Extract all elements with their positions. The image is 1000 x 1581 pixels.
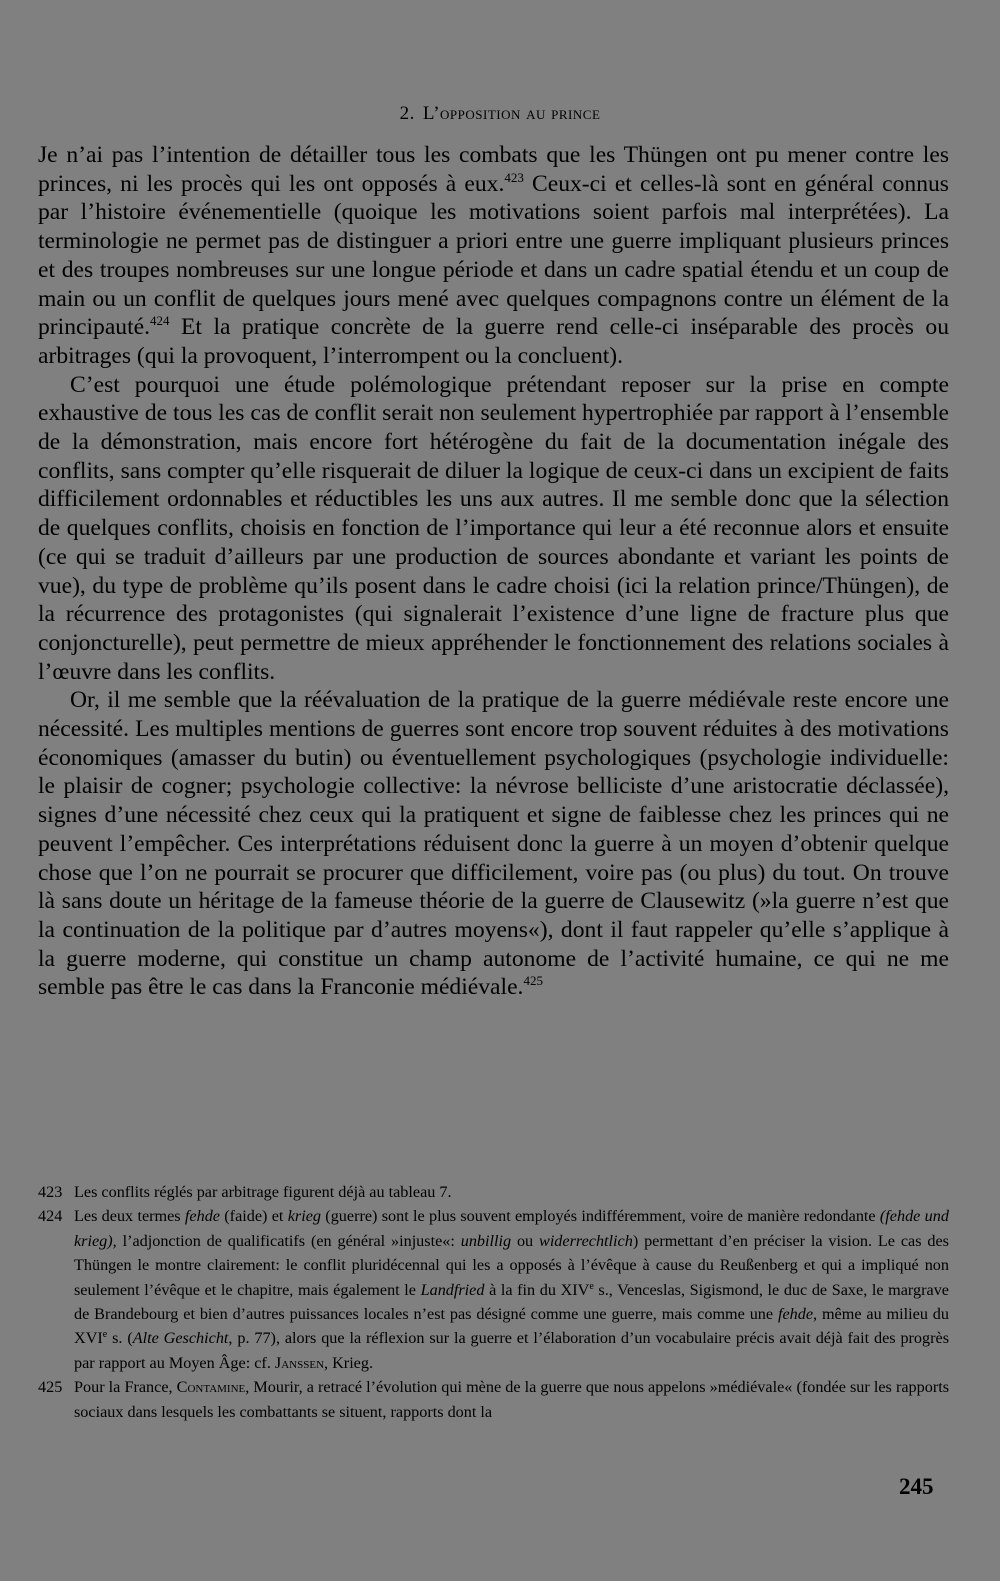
footnote-text: , Mourir, a retracé l’évolution qui mène de la guerre que nous appelons »médiévale« (fondée sur les rapports sociaux dans lesquels les combattants se situent, rapports dont la <box>74 1378 950 1421</box>
footnote-text: , Krieg. <box>324 1353 374 1372</box>
footnote-425 <box>38 1375 949 1424</box>
footnote-text: à la fin du XIV <box>484 1280 590 1299</box>
term-krieg: krieg <box>287 1207 321 1226</box>
paragraph-2 <box>38 371 949 687</box>
author-name: Janssen <box>274 1353 325 1372</box>
footnote-number: 425 <box>38 1378 63 1397</box>
term-landfried: Landfried <box>420 1280 485 1299</box>
paragraph-text: Je n’ai pas l’intention de détailler tous les combats que les Thüngen ont pu mener contre les princes, ni les procès qui les ont opposés à eux. <box>38 142 949 197</box>
footnote-text: l’adjonction de qualificatifs (en général »injuste«: <box>116 1231 461 1250</box>
main-text <box>38 141 949 1002</box>
footnote-text: (guerre) sont le plus souvent employés indifféremment, voire de manière redondante <box>321 1207 880 1226</box>
term-fehde: fehde <box>184 1207 220 1226</box>
century-superscript: e <box>102 1329 108 1341</box>
citation-title: Alte Geschicht <box>132 1329 229 1348</box>
paragraph-1 <box>38 141 949 371</box>
footnote-text: ou <box>511 1231 540 1250</box>
section-title: L’opposition au prince <box>422 103 601 124</box>
footnote-number: 423 <box>38 1183 63 1201</box>
footnote-text: (faide) et <box>219 1207 288 1226</box>
footnote-ref-423: 423 <box>504 169 524 185</box>
paragraph-text: Ceux-ci et celles-là sont en général connus par l’histoire événementielle (quoique les motivations soient parfois mal interprétées). La terminologie ne permet pas de distinguer a priori entre une guerre impliquant plusieurs princes et des troupes nombreuses sur une longue période et dans un cadre spatial étendu et un coup de main ou un conflit de quelques jours mené avec quelques compagnons contre un élément de la principauté. <box>38 170 949 341</box>
footnote-ref-424: 424 <box>150 313 170 329</box>
paragraph-text: C’est pourquoi une étude polémologique prétendant reposer sur la prise en compte exhaustive de tous les cas de conflit serait non seulement hypertrophiée par rapport à l’ensemble de la démonstration, mais encore fort hétérogène du fait de la documentation inégale des conflits, sans compter qu’elle risquerait de diluer la logique de ceux-ci dans un excipient de faits difficilement ordonnables et réductibles les uns aux autres. Il me semble donc que la sélection de quelques conflits, choisis en fonction de l’importance qui leur a été reconnue alors et ensuite (ce qui se traduit d’ailleurs par une production de sources abondante et variant les points de vue), du type de problème qu’ils posent dans le cadre choisi (ici la relation prince/Thüngen), de la récurrence des protagonistes (qui signalerait l’existence d’une ligne de fracture plus que conjoncturelle), peut permettre de mieux appréhender le fonctionnement des relations sociales à l’œuvre dans les conflits. <box>38 371 949 685</box>
term-fehde: fehde <box>777 1305 814 1324</box>
author-name: Contamine <box>176 1378 246 1397</box>
paragraph-3 <box>38 686 949 1002</box>
footnote-number: 424 <box>38 1207 63 1226</box>
paragraph-text: Or, il me semble que la réévaluation de la pratique de la guerre médiévale reste encore une nécessité. Les multiples mentions de guerres sont encore trop souvent réduites à des motivations économiques (amasser du butin) ou éventuellement psychologiques (psychologie individuelle: le plaisir de cogner; psychologie collective: la névrose belliciste d’une aristocratie déclassée), signes d’une nécessité chez ceux qui la pratiquent et signe de faiblesse chez les princes qui ne peuvent l’empêcher. Ces interprétations réduisent donc la guerre à un moyen d’obtenir quelque chose que l’on ne pourrait se procurer que difficilement, voire pas (ou plus) du tout. On trouve là sans doute un héritage de la fameuse théorie de la guerre de Clausewitz (»la guerre n’est que la continuation de la politique par d’autres moyens«), dont il faut rappeler qu’elle s’applique à la guerre moderne, qui constitue un champ autonome de l’activité humaine, ce qui ne me semble pas être le cas dans la Franconie médiévale. <box>38 687 949 1001</box>
century-superscript: e <box>589 1280 594 1292</box>
footnote-text: s., Venceslas, Sigismond, le duc de Saxe, le margrave de Brandebourg et bien d’autres puissances locales n’est pas désigné comme une guerre, mais comme une <box>74 1280 949 1324</box>
footnote-423 <box>38 1180 949 1204</box>
paragraph-text: Et la pratique concrète de la guerre rend celle-ci inséparable des procès ou arbitrages (qui la provoquent, l’interrompent ou la concluent). <box>38 314 949 369</box>
footnote-text: s. ( <box>107 1329 133 1348</box>
footnote-text: Les conflits réglés par arbitrage figurent déjà au tableau 7. <box>74 1183 452 1201</box>
footnote-text: , même au milieu du XVI <box>74 1305 949 1348</box>
footnote-text: Pour la France, <box>74 1378 177 1397</box>
footnote-text: , p. 77), alors que la réflexion sur la guerre et l’élaboration d’un vocabulaire précis avait déjà fait des progrès par rapport au Moyen Âge: cf. <box>74 1329 949 1372</box>
footnote-text: ) permettant d’en préciser la vision. Le cas des Thüngen le montre clairement: le conflit pluridécennal qui les a opposés à l’évêque à cause du Reußenberg et qui a impliqué non seulement l’évêque et le chapitre, mais également le <box>74 1231 949 1299</box>
footnotes <box>38 1180 949 1424</box>
term-widerrechtlich: widerrechtlich <box>539 1231 633 1250</box>
section-heading <box>0 103 1000 125</box>
term-fehde-und-krieg: (fehde und krieg), <box>74 1207 949 1250</box>
term-unbillig: unbillig <box>460 1231 512 1250</box>
page-number: 245 <box>899 1474 934 1499</box>
footnote-text: Les deux termes <box>74 1207 185 1226</box>
footnote-ref-425: 425 <box>523 973 543 989</box>
footnote-424 <box>38 1204 949 1375</box>
section-number: 2. <box>399 103 415 124</box>
